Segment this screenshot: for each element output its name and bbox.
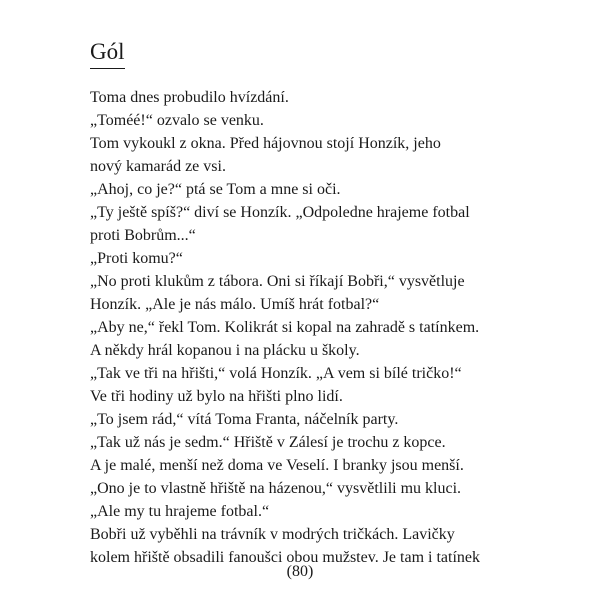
- body-text: [90, 86, 550, 569]
- text-line: kolem hřiště obsadili fanoušci obou mužstev. Je tam i tatínek: [90, 549, 480, 566]
- text-line: „Ale my tu hrajeme fotbal.“: [90, 503, 270, 520]
- text-line: „Tak už nás je sedm.“ Hřiště v Zálesí je trochu z kopce.: [90, 434, 446, 451]
- page-number: (80): [286, 563, 314, 580]
- text-line: „Ty ještě spíš?“ diví se Honzík. „Odpoledne hrajeme fotbal: [90, 204, 470, 221]
- text-line: Toma dnes probudilo hvízdání.: [90, 89, 289, 106]
- text-line: proti Bobrům...“: [90, 227, 196, 244]
- text-line: Bobři už vyběhli na trávník v modrých tričkách. Lavičky: [90, 526, 455, 543]
- text-line: Ve tři hodiny už bylo na hřišti plno lidí.: [90, 388, 343, 405]
- text-line: Tom vykoukl z okna. Před hájovnou stojí Honzík, jeho: [90, 135, 441, 152]
- text-line: „Tak ve tři na hřišti,“ volá Honzík. „A vem si bílé tričko!“: [90, 365, 462, 382]
- text-line: A někdy hrál kopanou i na plácku u školy.: [90, 342, 360, 359]
- text-line: „Ono je to vlastně hřiště na házenou,“ vysvětlili mu kluci.: [90, 480, 462, 497]
- text-line: „To jsem rád,“ vítá Toma Franta, náčelník party.: [90, 411, 399, 428]
- text-line: nový kamarád ze vsi.: [90, 158, 226, 175]
- text-line: A je malé, menší než doma ve Veselí. I branky jsou menší.: [90, 457, 464, 474]
- text-line: „Proti komu?“: [90, 250, 183, 267]
- text-line: Honzík. „Ale je nás málo. Umíš hrát fotbal?“: [90, 296, 380, 313]
- text-line: „No proti klukům z tábora. Oni si říkají Bobři,“ vysvětluje: [90, 273, 465, 290]
- text-line: „Toméé!“ ozvalo se venku.: [90, 112, 264, 129]
- text-line: „Aby ne,“ řekl Tom. Kolikrát si kopal na zahradě s tatínkem.: [90, 319, 480, 336]
- chapter-title: Gól: [90, 38, 125, 69]
- text-line: „Ahoj, co je?“ ptá se Tom a mne si oči.: [90, 181, 341, 198]
